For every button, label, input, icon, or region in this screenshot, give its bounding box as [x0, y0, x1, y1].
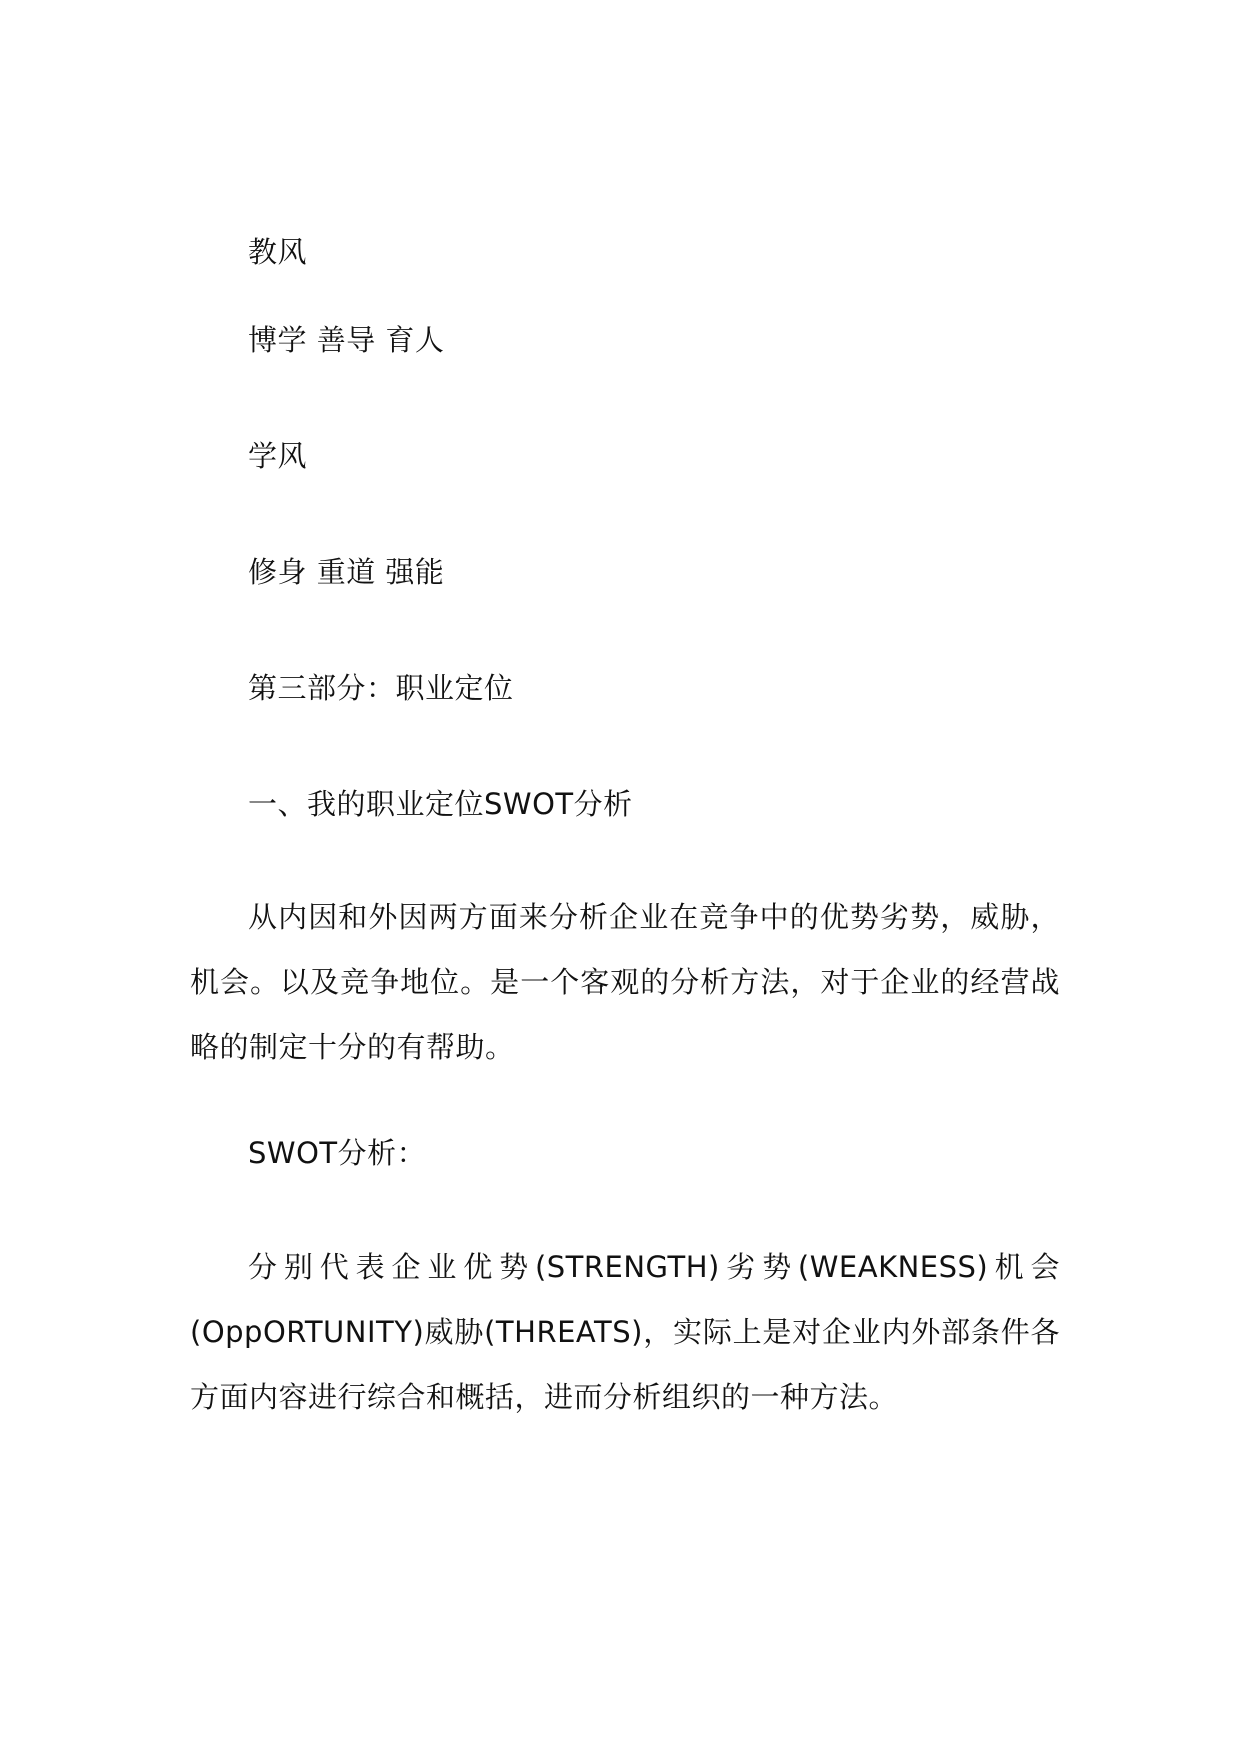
motto-study-heading: 学风	[248, 439, 308, 473]
motto-teaching-text: 博学 善导 育人	[248, 323, 445, 357]
subsection-heading: 一、我的职业定位SWOT分析	[248, 787, 633, 821]
swot-intro-paragraph: 从内因和外因两方面来分析企业在竞争中的优势劣势，威胁，机会。以及竞争地位。是一个客观的分析方法，对于企业的经营战略的制定十分的有帮助。	[190, 900, 1060, 1064]
motto-teaching-heading: 教风	[248, 235, 308, 269]
motto-study-text: 修身 重道 强能	[248, 555, 445, 589]
swot-heading: SWOT分析：	[248, 1136, 427, 1170]
section-heading: 第三部分：职业定位	[248, 671, 514, 705]
swot-definition-paragraph: 分别代表企业优势(STRENGTH)劣势(WEAKNESS)机会(OppORTUNITY)威胁(THREATS)，实际上是对企业内外部条件各方面内容进行综合和概括，进而分析组织的一种方法。	[190, 1250, 1060, 1414]
